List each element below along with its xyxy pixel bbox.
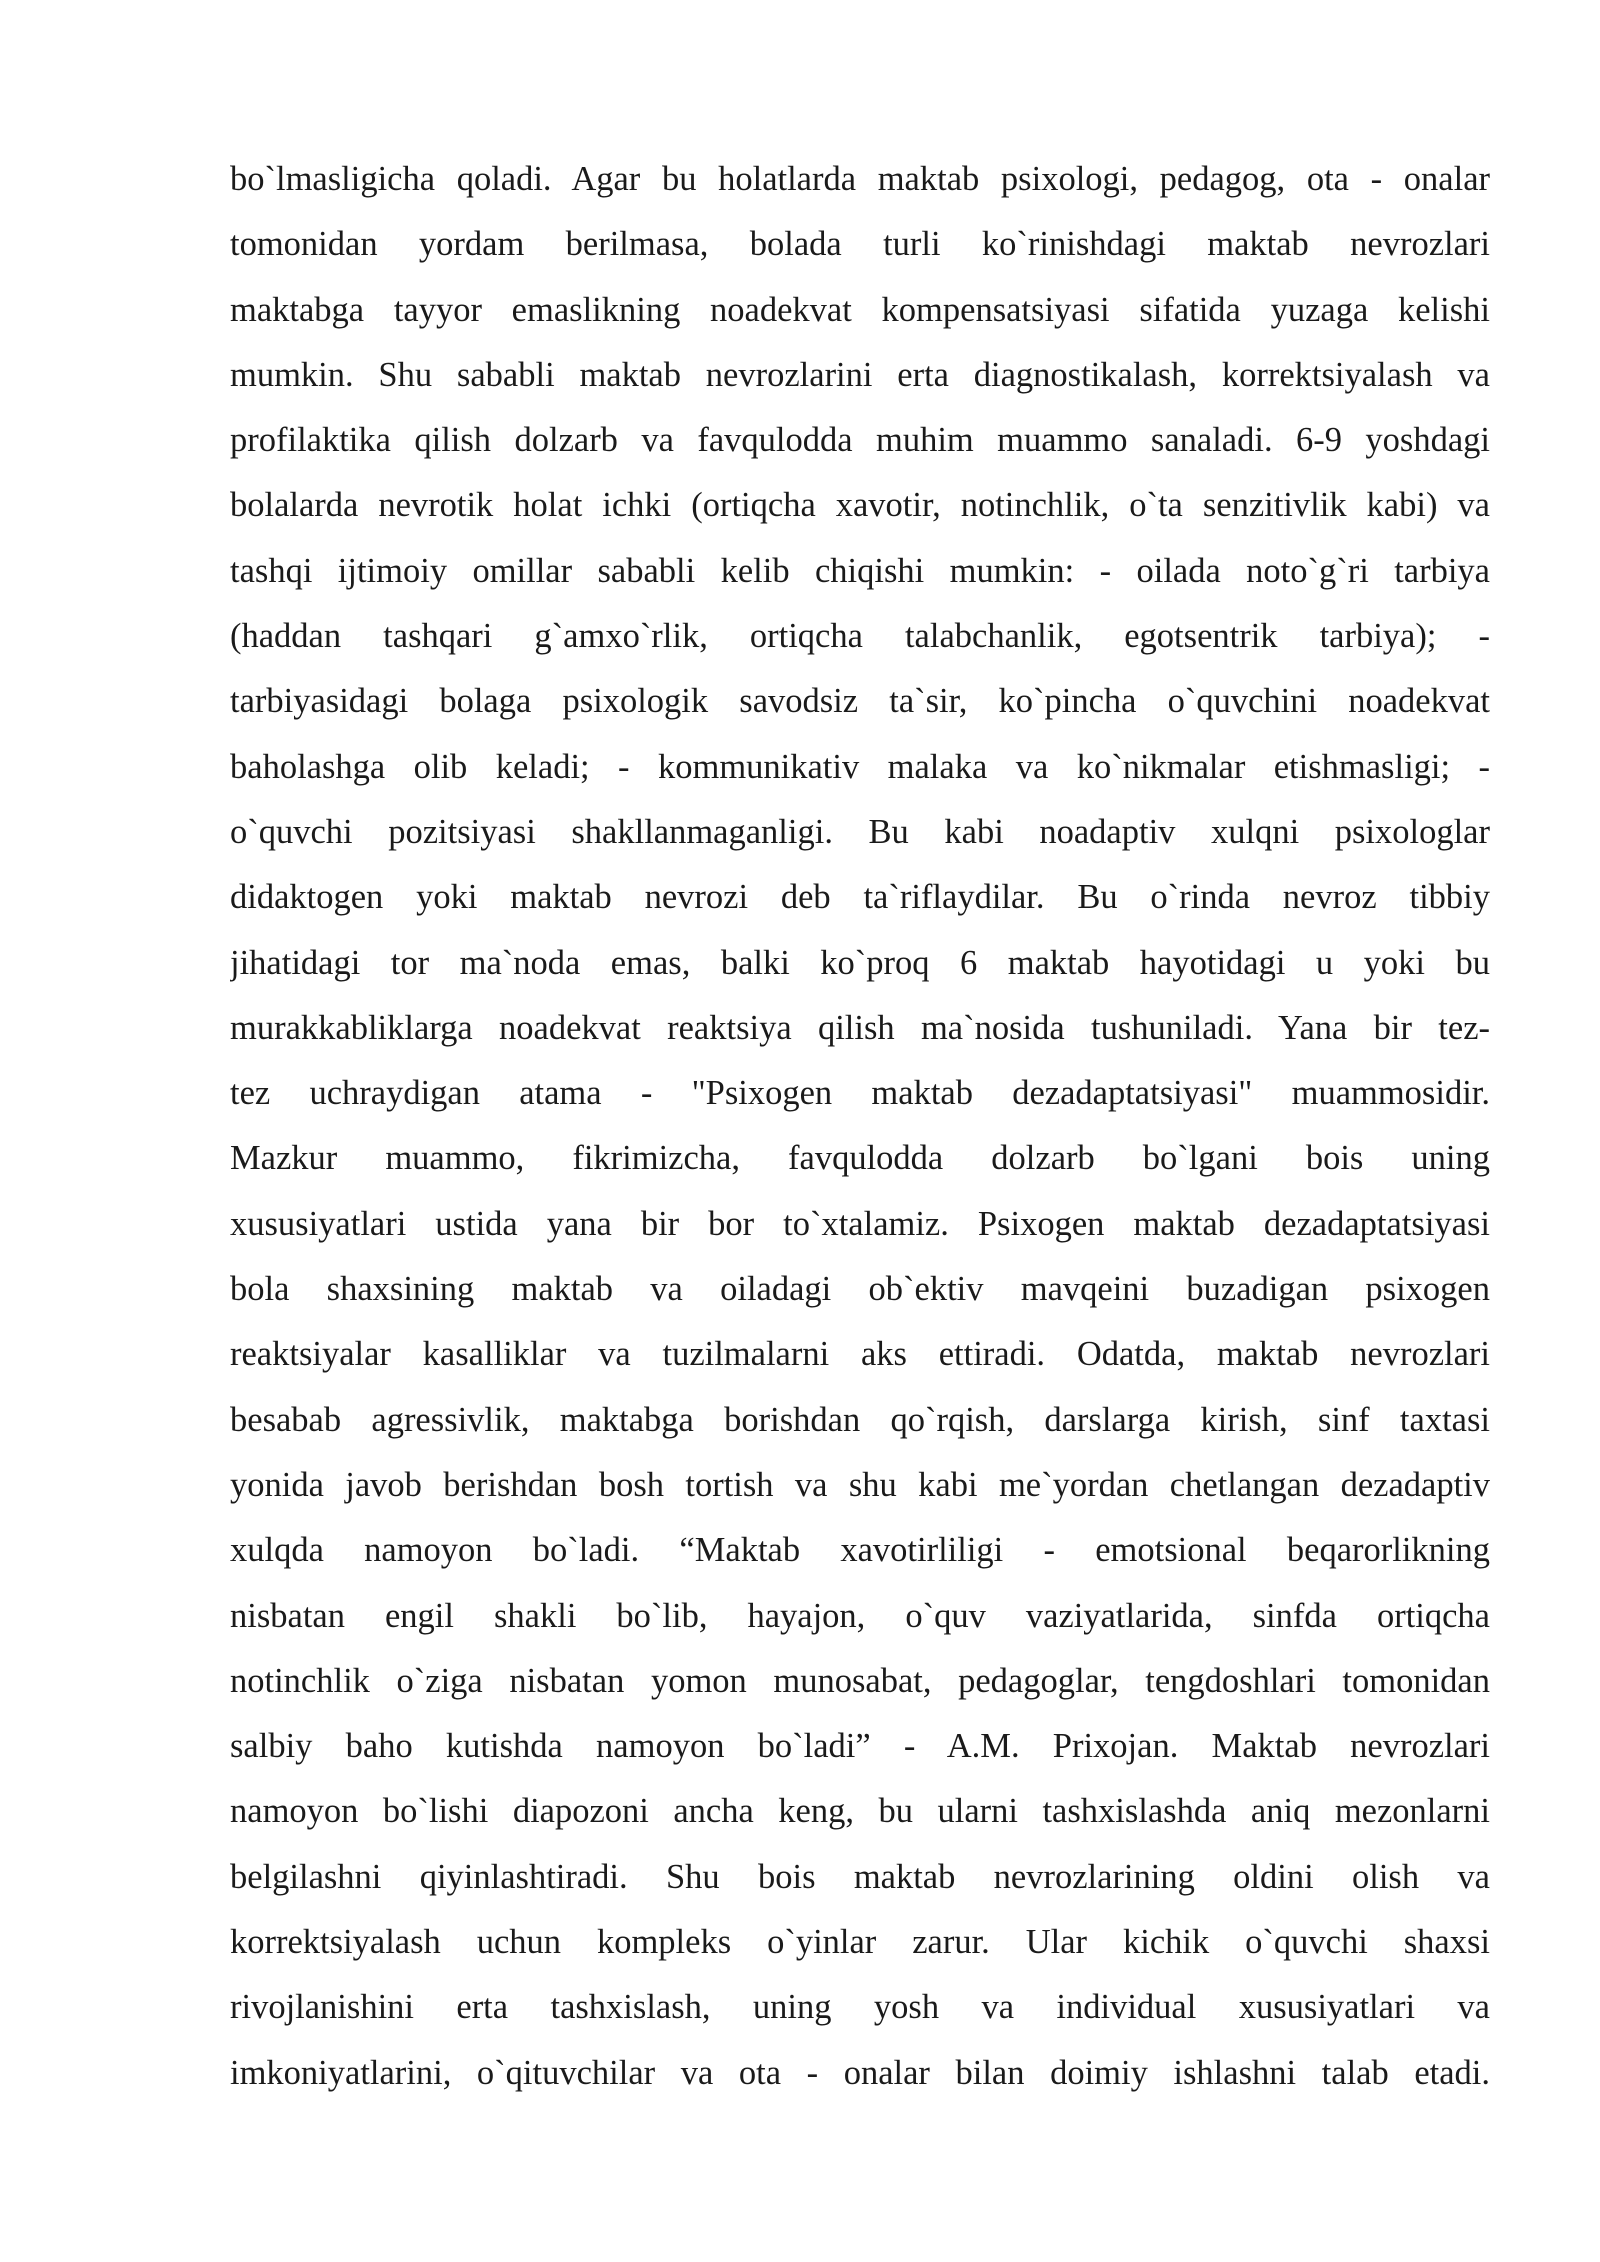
paragraph-line: o`quvchi pozitsiyasi shakllanmaganligi. Bu kabi noadaptiv xulqni psixologlar [230,812,1490,851]
paragraph-line: besabab agressivlik, maktabga borishdan qo`rqish, darslarga kirish, sinf taxtasi [230,1400,1490,1439]
body-paragraph [230,147,1490,2106]
paragraph-line: notinchlik o`ziga nisbatan yomon munosabat, pedagoglar, tengdoshlari tomonidan [230,1661,1490,1700]
paragraph-line: rivojlanishini erta tashxislash, uning yosh va individual xususiyatlari va [230,1988,1490,2027]
paragraph-line: tomonidan yordam berilmasa, bolada turli ko`rinishdagi maktab nevrozlari [230,225,1490,264]
paragraph-line: reaktsiyalar kasalliklar va tuzilmalarni aks ettiradi. Odatda, maktab nevrozlari [230,1335,1490,1374]
paragraph-line: yonida javob berishdan bosh tortish va shu kabi me`yordan chetlangan dezadaptiv [230,1465,1490,1504]
paragraph-line: salbiy baho kutishda namoyon bo`ladi” - A.M. Prixojan. Maktab nevrozlari [230,1727,1490,1766]
paragraph-line: didaktogen yoki maktab nevrozi deb ta`riflaydilar. Bu o`rinda nevroz tibbiy [230,878,1490,917]
paragraph-line: baholashga olib keladi; - kommunikativ malaka va ko`nikmalar etishmasligi; - [230,747,1490,786]
paragraph-line: tashqi ijtimoiy omillar sababli kelib chiqishi mumkin: - oilada noto`g`ri tarbiya [230,551,1490,590]
paragraph-line: bo`lmasligicha qoladi. Agar bu holatlarda maktab psixologi, pedagog, ota - onalar [230,160,1490,198]
paragraph-line: murakkabliklarga noadekvat reaktsiya qilish ma`nosida tushuniladi. Yana bir tez- [230,1008,1490,1047]
paragraph-line: tarbiyasidagi bolaga psixologik savodsiz ta`sir, ko`pincha o`quvchini noadekvat [230,682,1490,721]
paragraph-line: xususiyatlari ustida yana bir bor to`xtalamiz. Psixogen maktab dezadaptatsiyasi [230,1204,1490,1243]
paragraph-line: xulqda namoyon bo`ladi. “Maktab xavotirliligi - emotsional beqarorlikning [230,1531,1490,1570]
paragraph-line: maktabga tayyor emaslikning noadekvat kompensatsiyasi sifatida yuzaga kelishi [230,290,1490,329]
paragraph-line: bolalarda nevrotik holat ichki (ortiqcha xavotir, notinchlik, o`ta senzitivlik kabi) va [230,486,1490,525]
paragraph-line: bola shaxsining maktab va oiladagi ob`ektiv mavqeini buzadigan psixogen [230,1270,1490,1309]
paragraph-line: profilaktika qilish dolzarb va favqulodda muhim muammo sanaladi. 6-9 yoshdagi [230,421,1490,460]
paragraph-line: mumkin. Shu sababli maktab nevrozlarini erta diagnostikalash, korrektsiyalash va [230,355,1490,394]
paragraph-line: (haddan tashqari g`amxo`rlik, ortiqcha talabchanlik, egotsentrik tarbiya); - [230,617,1490,656]
paragraph-line: belgilashni qiyinlashtiradi. Shu bois maktab nevrozlarining oldini olish va [230,1857,1490,1896]
paragraph-line: nisbatan engil shakli bo`lib, hayajon, o`quv vaziyatlarida, sinfda ortiqcha [230,1596,1490,1635]
paragraph-line: korrektsiyalash uchun kompleks o`yinlar zarur. Ular kichik o`quvchi shaxsi [230,1923,1490,1962]
paragraph-line: namoyon bo`lishi diapozoni ancha keng, bu ularni tashxislashda aniq mezonlarni [230,1792,1490,1831]
paragraph-line: Mazkur muammo, fikrimizcha, favqulodda dolzarb bo`lgani bois uning [230,1139,1490,1178]
paragraph-line: imkoniyatlarini, o`qituvchilar va ota - onalar bilan doimiy ishlashni talab etadi. [230,2053,1490,2092]
paragraph-line: jihatidagi tor ma`noda emas, balki ko`proq 6 maktab hayotidagi u yoki bu [230,943,1490,982]
paragraph-line: tez uchraydigan atama - "Psixogen maktab dezadaptatsiyasi" muammosidir. [230,1074,1490,1113]
